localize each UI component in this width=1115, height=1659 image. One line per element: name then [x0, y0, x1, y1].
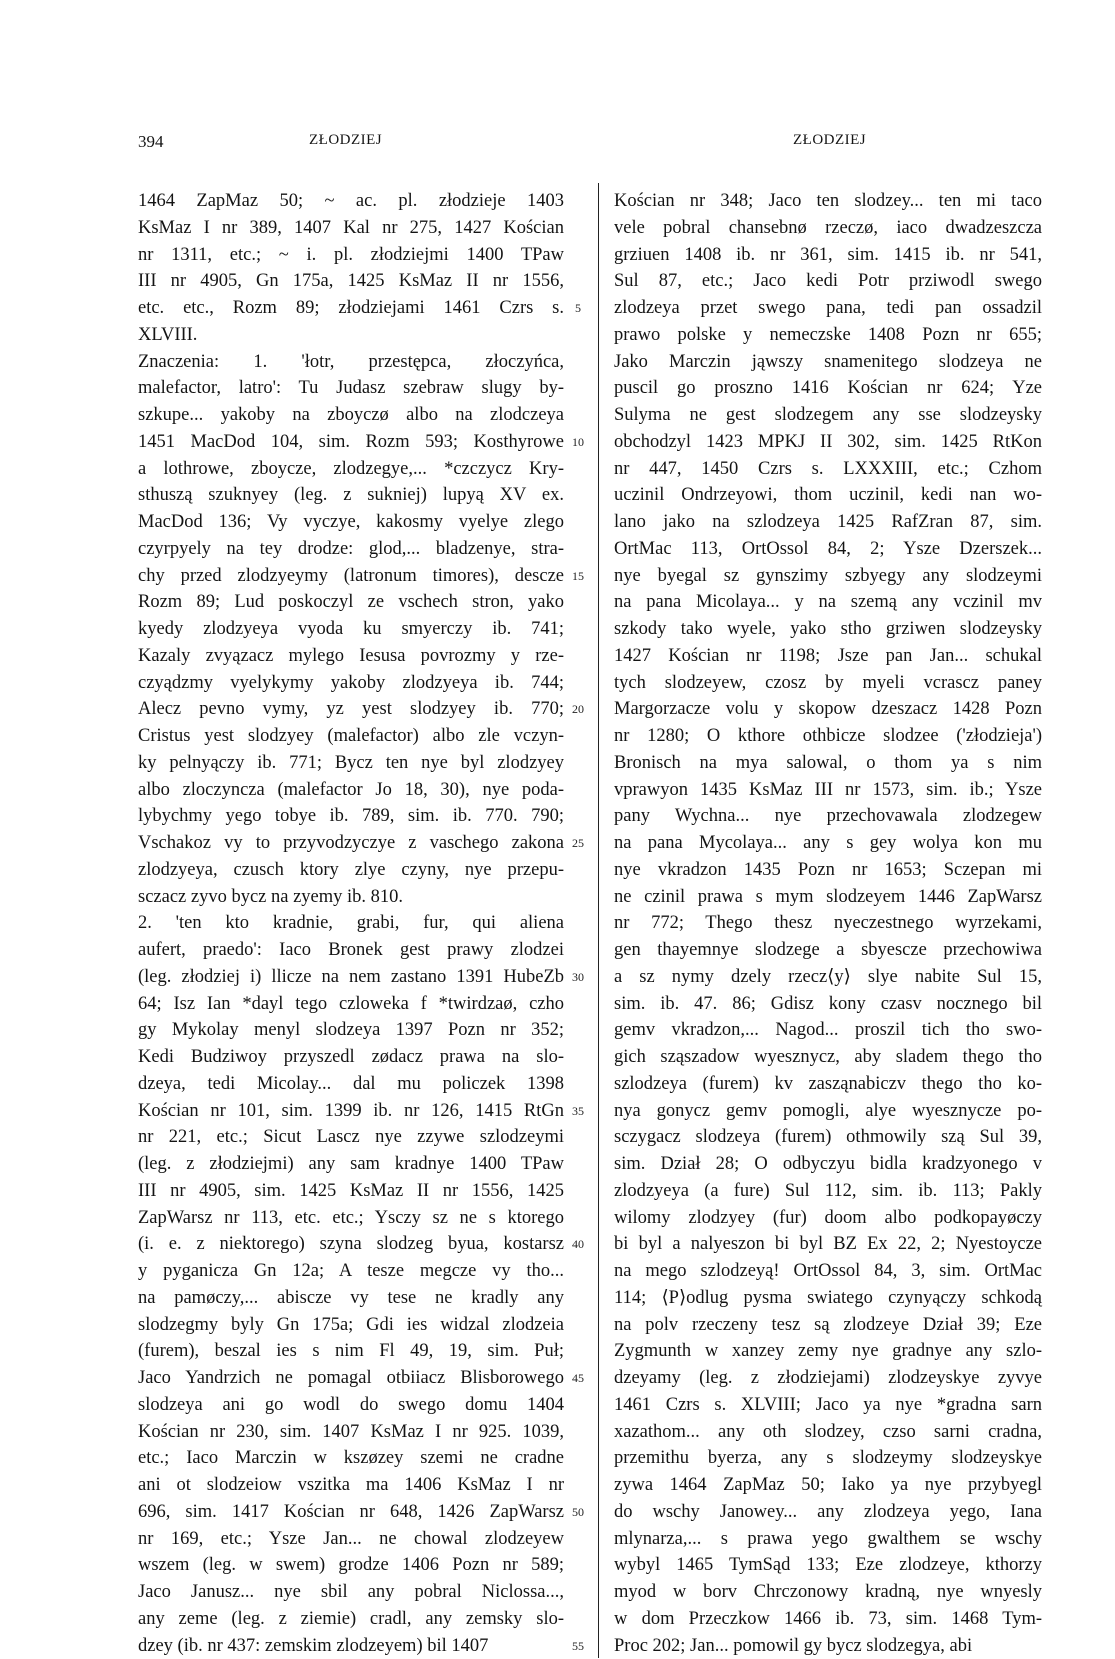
text-line: na mego szlodzeyą! OrtOssol 84, 3, sim. OrtMac	[614, 1258, 1042, 1285]
text-line: szlodzeya (furem) kv zasząnabiczv thego tho ko-	[614, 1071, 1042, 1098]
text-line: a lothrowe, zboycze, zlodzegye,... *czczycz Kry-	[138, 456, 564, 483]
text-line: chy przed zlodzyeymy (latronum timores), descze	[138, 563, 564, 590]
text-line: nr 447, 1450 Czrs s. LXXXIII, etc.; Czhom	[614, 456, 1042, 483]
text-line: szkupe... yakoby na zboyczø albo na zlodczeya	[138, 402, 564, 429]
text-line: zlodzeya przet swego pana, tedi pan ossadzil	[614, 295, 1042, 322]
text-line: Znaczenia: 1. 'łotr, przestępca, złoczyńca,	[138, 349, 564, 376]
text-line: zlodzyeya (a fure) Sul 112, sim. ib. 113; Pakly	[614, 1178, 1042, 1205]
text-line: dzey (ib. nr 437: zemskim zlodzeyem) bil 1407	[138, 1633, 564, 1659]
text-line: nr 1280; O kthore othbicze slodzee ('złodzieja')	[614, 723, 1042, 750]
text-line: etc.; Iaco Marczin w kszøzey szemi ne cradne	[138, 1445, 564, 1472]
text-line: Sulyma ne gest slodzegem any sse slodzeysky	[614, 402, 1042, 429]
text-line: gich sząszadow wyesznycz, aby sladem thego tho	[614, 1044, 1042, 1071]
line-number: 35	[563, 1098, 593, 1125]
text-line: mlynarza,... s prawa yego gwalthem se wschy	[614, 1526, 1042, 1553]
running-head-right: ZŁODZIEJ	[793, 132, 866, 149]
page-number: 394	[138, 132, 164, 152]
text-line: 2. 'ten kto kradnie, grabi, fur, qui aliena	[138, 910, 564, 937]
text-line: wilomy zlodzyey (fur) doom albo podkopayøczy	[614, 1205, 1042, 1232]
text-line: Margorzacze volu y skopow dzeszacz 1428 Pozn	[614, 696, 1042, 723]
line-number: 10	[563, 429, 593, 456]
text-line: zlodzyeya, czusch ktory zlye czyny, nye przepu-	[138, 857, 564, 884]
text-line: gemv vkradzon,... Nagod... proszil tich tho swo-	[614, 1017, 1042, 1044]
text-line: dzeyamy (leg. z złodziejami) zlodzeyskye zyvye	[614, 1365, 1042, 1392]
line-number: 55	[563, 1633, 593, 1659]
text-line: kyedy zlodzyeya vyoda ku smyerczy ib. 741;	[138, 616, 564, 643]
column-divider	[598, 183, 599, 1658]
text-line: Proc 202; Jan... pomowil gy bycz slodzegya, abi	[614, 1633, 1042, 1659]
text-line: 114; ⟨P⟩odlug pysma swiatego czynyączy schkodą	[614, 1285, 1042, 1312]
text-line: y pyganicza Gn 12a; A tesze megcze vy tho...	[138, 1258, 564, 1285]
text-line: ky pelnyączy ib. 771; Bycz ten nye byl zlodzyey	[138, 750, 564, 777]
text-line: bi byl a nalyeszon bi byl BZ Ex 22, 2; Nyestoycze	[614, 1231, 1042, 1258]
text-line: Kościan nr 348; Jaco ten slodzey... ten mi taco	[614, 188, 1042, 215]
text-line: (leg. z złodziejmi) any sam kradnye 1400 TPaw	[138, 1151, 564, 1178]
text-line: Rozm 89; Lud poskoczyl ze vschech stron, yako	[138, 589, 564, 616]
text-line: albo zloczyncza (malefactor Jo 18, 30), nye poda-	[138, 777, 564, 804]
text-line: sthuszą szuknyey (leg. z sukniej) lupyą XV ex.	[138, 482, 564, 509]
text-line: III nr 4905, Gn 175a, 1425 KsMaz II nr 1556,	[138, 268, 564, 295]
text-line: 1461 Czrs s. XLVIII; Jaco ya nye *gradna sarn	[614, 1392, 1042, 1419]
text-line: 64; Isz Ian *dayl tego czloweka f *twirdzaø, czho	[138, 991, 564, 1018]
line-number: 20	[563, 696, 593, 723]
text-line: Kazaly zvyązacz mylego Iesusa povrozmy y rze-	[138, 643, 564, 670]
text-line: myod w borv Chrczonowy kradną, nye wnyesly	[614, 1579, 1042, 1606]
text-line: KsMaz I nr 389, 1407 Kal nr 275, 1427 Kościan	[138, 215, 564, 242]
text-line: 1451 MacDod 104, sim. Rozm 593; Kosthyrowe	[138, 429, 564, 456]
text-line: wszem (leg. w swem) grodze 1406 Pozn nr 589;	[138, 1552, 564, 1579]
text-line: vele pobral chansebnø rzeczø, iaco dwadzeszcza	[614, 215, 1042, 242]
text-line: nr 1311, etc.; ~ i. pl. złodziejmi 1400 TPaw	[138, 242, 564, 269]
text-line: malefactor, latro': Tu Judasz szebraw slugy by-	[138, 375, 564, 402]
text-line: Kościan nr 101, sim. 1399 ib. nr 126, 1415 RtGn	[138, 1098, 564, 1125]
text-line: sim. Dział 28; O odbyczyu bidla kradzyonego v	[614, 1151, 1042, 1178]
text-line: xazathom... any oth slodzey, czso sarni cradna,	[614, 1419, 1042, 1446]
text-line: (leg. złodziej i) llicze na nem zastano 1391 HubeZb	[138, 964, 564, 991]
text-line: sczacz zyvo bycz na zyemy ib. 810.	[138, 884, 564, 911]
text-line: lano jako na szlodzeya 1425 RafZran 87, sim.	[614, 509, 1042, 536]
text-line: ne czinil prawa s mym slodzeyem 1446 ZapWarsz	[614, 884, 1042, 911]
text-line: nr 772; Thego thesz nyeczestnego wyrzekami,	[614, 910, 1042, 937]
text-line: tych slodzeyew, czosz by myeli vcrascz paney	[614, 670, 1042, 697]
text-line: slodzegmy byly Gn 175a; Gdi ies widzal zlodzeia	[138, 1312, 564, 1339]
text-line: Cristus yest slodzyey (malefactor) albo zle vczyn-	[138, 723, 564, 750]
text-line: 696, sim. 1417 Kościan nr 648, 1426 ZapWarsz	[138, 1499, 564, 1526]
text-line: nr 169, etc.; Ysze Jan... ne chowal zlodzeyew	[138, 1526, 564, 1553]
text-line: aufert, praedo': Iaco Bronek gest prawy zlodzei	[138, 937, 564, 964]
text-line: Sul 87, etc.; Jaco kedi Potr prziwodl swego	[614, 268, 1042, 295]
page-header	[0, 132, 1115, 156]
text-line: w dom Przeczkow 1466 ib. 73, sim. 1468 Tym-	[614, 1606, 1042, 1633]
text-line: any zeme (leg. z ziemie) cradl, any zemsky slo-	[138, 1606, 564, 1633]
text-line: 1427 Kościan nr 1198; Jsze pan Jan... schukal	[614, 643, 1042, 670]
text-line: czyrpyely na tey drodze: glod,... bladzenye, stra-	[138, 536, 564, 563]
line-number: 30	[563, 964, 593, 991]
text-line: 1464 ZapMaz 50; ~ ac. pl. złodzieje 1403	[138, 188, 564, 215]
text-line: gy Mykolay menyl slodzeya 1397 Pozn nr 352;	[138, 1017, 564, 1044]
text-line: lybychmy yego tobye ib. 789, sim. ib. 770. 790;	[138, 803, 564, 830]
text-line: czyądzmy vyelykymy yakoby zlodzyeya ib. 744;	[138, 670, 564, 697]
text-line: dzeya, tedi Micolay... dal mu policzek 1398	[138, 1071, 564, 1098]
text-line: pany Wychna... nye przechovawala zlodzegew	[614, 803, 1042, 830]
line-number: 5	[563, 295, 593, 322]
text-line: etc. etc., Rozm 89; złodziejami 1461 Czrs s.	[138, 295, 564, 322]
text-line: grziuen 1408 ib. nr 361, sim. 1415 ib. nr 541,	[614, 242, 1042, 269]
text-line: Bronisch na mya salowal, o thom ya s nim	[614, 750, 1042, 777]
text-line: Jaco Janusz... nye sbil any pobral Niclossa...,	[138, 1579, 564, 1606]
text-line: sczygacz slodzeya (furem) othmowily szą Sul 39,	[614, 1124, 1042, 1151]
text-line: do wschy Janowey... any zlodzeya yego, Iana	[614, 1499, 1042, 1526]
text-line: prawo polske y nemeczske 1408 Pozn nr 655;	[614, 322, 1042, 349]
text-line: na pamøczy,... abiscze vy tese ne kradly any	[138, 1285, 564, 1312]
text-line: na pana Micolaya... y na szemą any vczinil mv	[614, 589, 1042, 616]
text-line: Jaco Yandrzich ne pomagal otbiiacz Blisborowego	[138, 1365, 564, 1392]
text-line: a sz nymy dzely rzecz⟨y⟩ slye nabite Sul 15,	[614, 964, 1042, 991]
right-column	[614, 188, 1042, 1659]
text-line: slodzeya ani go wodl do swego domu 1404	[138, 1392, 564, 1419]
text-line: uczinil Ondrzeyowi, thom uczinil, kedi nan wo-	[614, 482, 1042, 509]
text-line: MacDod 136; Vy vyczye, kakosmy vyelye zlego	[138, 509, 564, 536]
text-line: ZapWarsz nr 113, etc. etc.; Ysczy sz ne s ktorego	[138, 1205, 564, 1232]
text-line: vprawyon 1435 KsMaz III nr 1573, sim. ib.; Ysze	[614, 777, 1042, 804]
line-number: 25	[563, 830, 593, 857]
text-line: III nr 4905, sim. 1425 KsMaz II nr 1556, 1425	[138, 1178, 564, 1205]
line-number: 15	[563, 563, 593, 590]
text-line: Jako Marczin jąwszy snamenitego slodzeya ne	[614, 349, 1042, 376]
text-line: Kedi Budziwoy przyszedl zødacz prawa na slo-	[138, 1044, 564, 1071]
text-line: XLVIII.	[138, 322, 564, 349]
left-column	[138, 188, 564, 1659]
text-line: na polv rzeczeny tesz są zlodzeye Dział 39; Eze	[614, 1312, 1042, 1339]
text-line: Kościan nr 230, sim. 1407 KsMaz I nr 925. 1039,	[138, 1419, 564, 1446]
text-line: Alecz pevno vymy, yz yest slodzyey ib. 770;	[138, 696, 564, 723]
text-line: (furem), beszal ies s nim Fl 49, 19, sim. Puł;	[138, 1338, 564, 1365]
text-line: Zygmunth w xanzey zemy nye gradnye any szlo-	[614, 1338, 1042, 1365]
text-line: puscil go proszno 1416 Kościan nr 624; Yze	[614, 375, 1042, 402]
text-line: OrtMac 113, OrtOssol 84, 2; Ysze Dzerszek...	[614, 536, 1042, 563]
text-line: wybyl 1465 TymSąd 133; Eze zlodzeye, kthorzy	[614, 1552, 1042, 1579]
text-line: nye vkradzon 1435 Pozn nr 1653; Sczepan mi	[614, 857, 1042, 884]
text-line: obchodzyl 1423 MPKJ II 302, sim. 1425 RtKon	[614, 429, 1042, 456]
line-number: 50	[563, 1499, 593, 1526]
line-number: 45	[563, 1365, 593, 1392]
text-line: sim. ib. 47. 86; Gdisz kony czasv nocznego bil	[614, 991, 1042, 1018]
text-line: nya gonycz gemv pomogli, alye wyesznycze po-	[614, 1098, 1042, 1125]
text-line: ani ot slodzeiow vszitka ma 1406 KsMaz I nr	[138, 1472, 564, 1499]
text-line: nr 221, etc.; Sicut Lascz nye zzywe szlodzeymi	[138, 1124, 564, 1151]
text-line: na pana Mycolaya... any s gey wolya kon mu	[614, 830, 1042, 857]
text-line: (i. e. z niektorego) szyna slodzeg byua, kostarsz	[138, 1231, 564, 1258]
text-line: nye byegal sz gynszimy szbyegy any slodzeymi	[614, 563, 1042, 590]
text-line: zywa 1464 ZapMaz 50; Iako ya nye przybyegl	[614, 1472, 1042, 1499]
running-head-left: ZŁODZIEJ	[309, 132, 382, 149]
text-line: przemithu byerza, any s slodzeymy slodzeyskye	[614, 1445, 1042, 1472]
line-number: 40	[563, 1231, 593, 1258]
text-line: Vschakoz vy to przyvodzyczye z vaschego zakona	[138, 830, 564, 857]
text-line: gen thayemnye slodzege a sbyescze przechowiwa	[614, 937, 1042, 964]
text-line: szkody tako wyele, yako stho grziwen slodzeysky	[614, 616, 1042, 643]
